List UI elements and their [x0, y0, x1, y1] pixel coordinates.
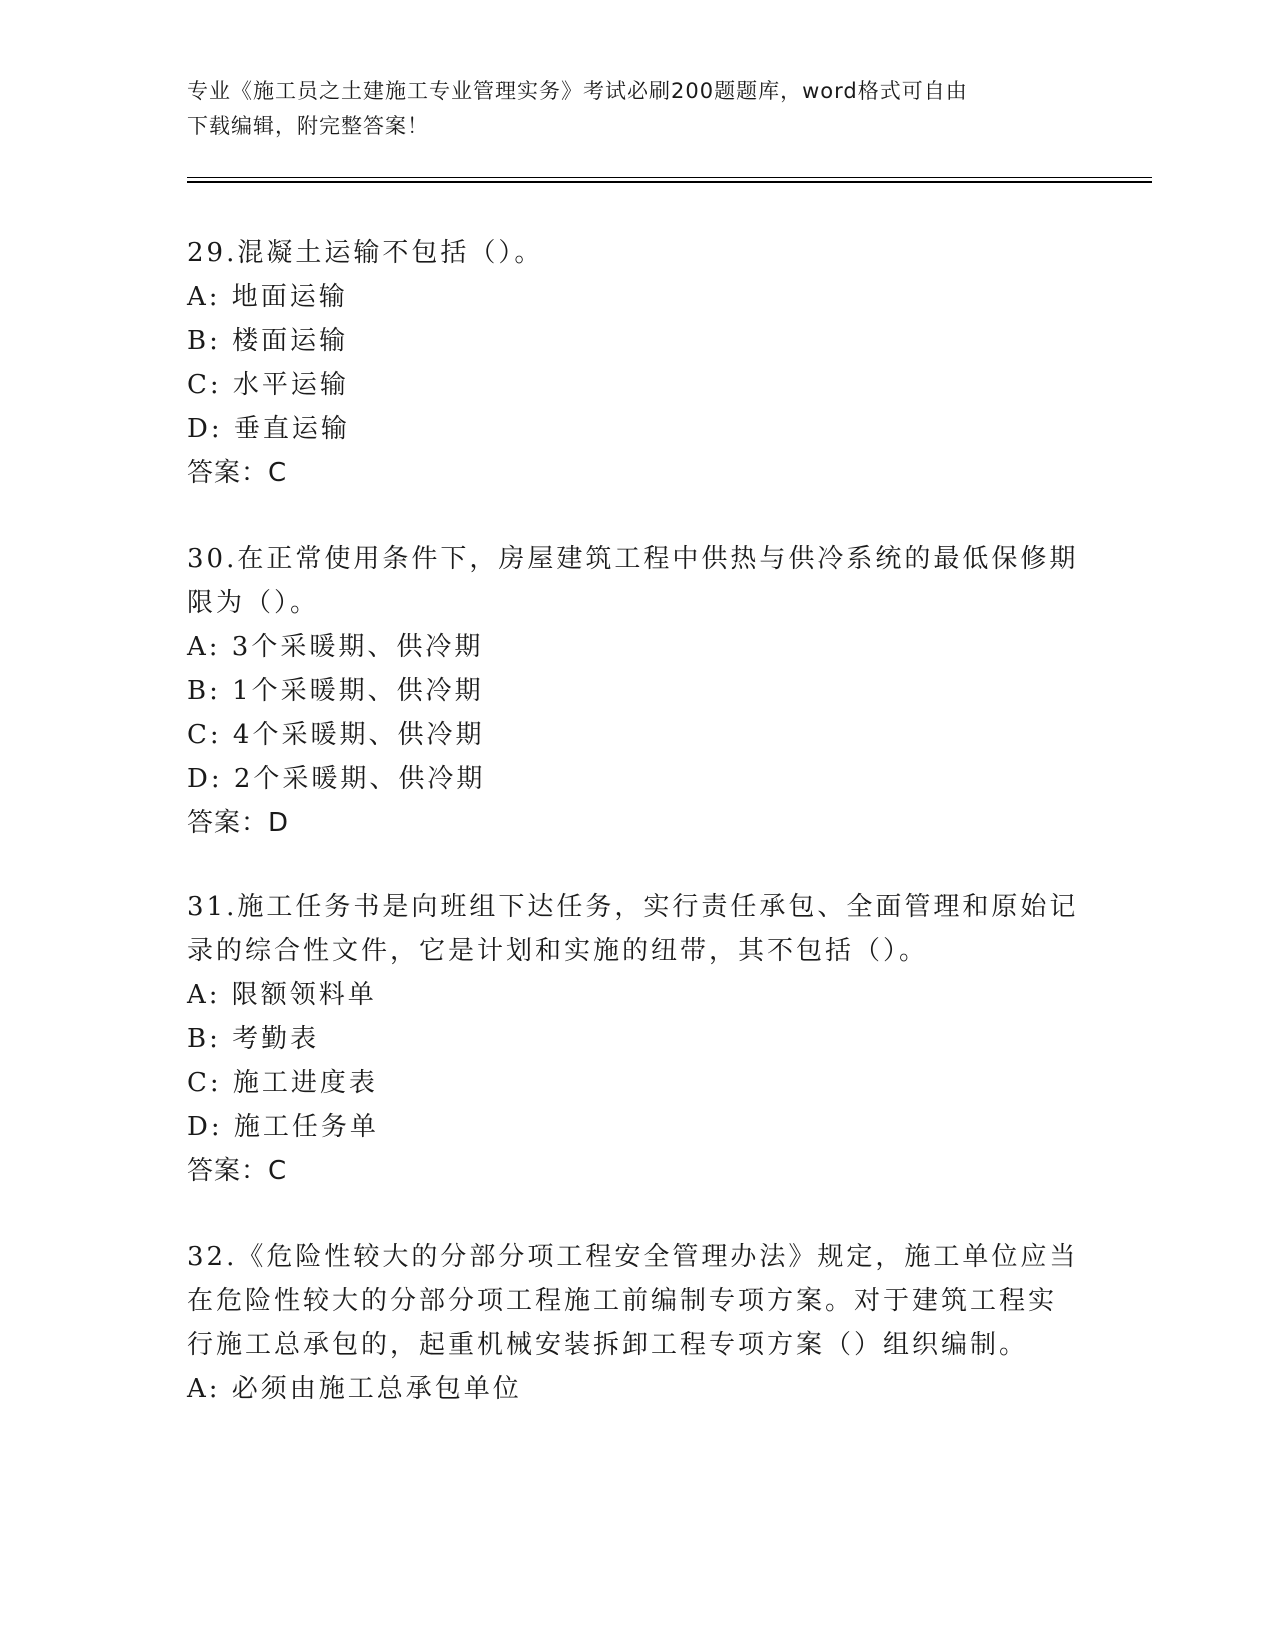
question-31-stem-line-1: 31.施工任务书是向班组下达任务，实行责任承包、全面管理和原始记: [187, 892, 1079, 922]
question-32-stem-line-1: 32.《危险性较大的分部分项工程安全管理办法》规定，施工单位应当: [187, 1242, 1079, 1272]
header-line-2: 下载编辑，附完整答案！: [187, 114, 429, 138]
question-32-option-a: A: 必须由施工总承包单位: [187, 1374, 522, 1404]
question-29-answer: 答案：C: [187, 458, 288, 488]
question-31-answer: 答案：C: [187, 1156, 288, 1186]
question-32-stem-line-3: 行施工总承包的，起重机械安装拆卸工程专项方案（）组织编制。: [187, 1330, 1029, 1360]
question-29-option-a: A: 地面运输: [187, 282, 348, 312]
question-30-stem-line-2: 限为（）。: [187, 588, 320, 618]
question-31-option-d: D: 施工任务单: [187, 1112, 379, 1142]
question-31-stem-line-2: 录的综合性文件，它是计划和实施的纽带，其不包括（）。: [187, 936, 929, 966]
question-29-stem: 29.混凝土运输不包括（）。: [187, 238, 544, 268]
question-30-answer: 答案：D: [187, 808, 290, 838]
question-30-option-a: A: 3个采暖期、供冷期: [187, 632, 484, 662]
document-header: [187, 74, 1087, 144]
question-31-option-b: B: 考勤表: [187, 1024, 320, 1054]
question-30-stem-line-1: 30.在正常使用条件下，房屋建筑工程中供热与供冷系统的最低保修期: [187, 544, 1079, 574]
question-31-option-a: A: 限额领料单: [187, 980, 377, 1010]
question-29-option-b: B: 楼面运输: [187, 326, 349, 356]
question-29-option-c: C: 水平运输: [187, 370, 349, 400]
question-30-option-b: B: 1个采暖期、供冷期: [187, 676, 484, 706]
question-30-option-d: D: 2个采暖期、供冷期: [187, 764, 486, 794]
question-30-option-c: C: 4个采暖期、供冷期: [187, 720, 485, 750]
question-31-option-c: C: 施工进度表: [187, 1068, 378, 1098]
header-line-1: 专业《施工员之土建施工专业管理实务》考试必刷200题题库，word格式可自由: [187, 79, 968, 103]
header-divider-thick: [187, 181, 1152, 183]
question-29-option-d: D: 垂直运输: [187, 414, 350, 444]
header-divider-thin: [187, 177, 1152, 178]
question-32-stem-line-2: 在危险性较大的分部分项工程施工前编制专项方案。对于建筑工程实: [187, 1286, 1058, 1316]
